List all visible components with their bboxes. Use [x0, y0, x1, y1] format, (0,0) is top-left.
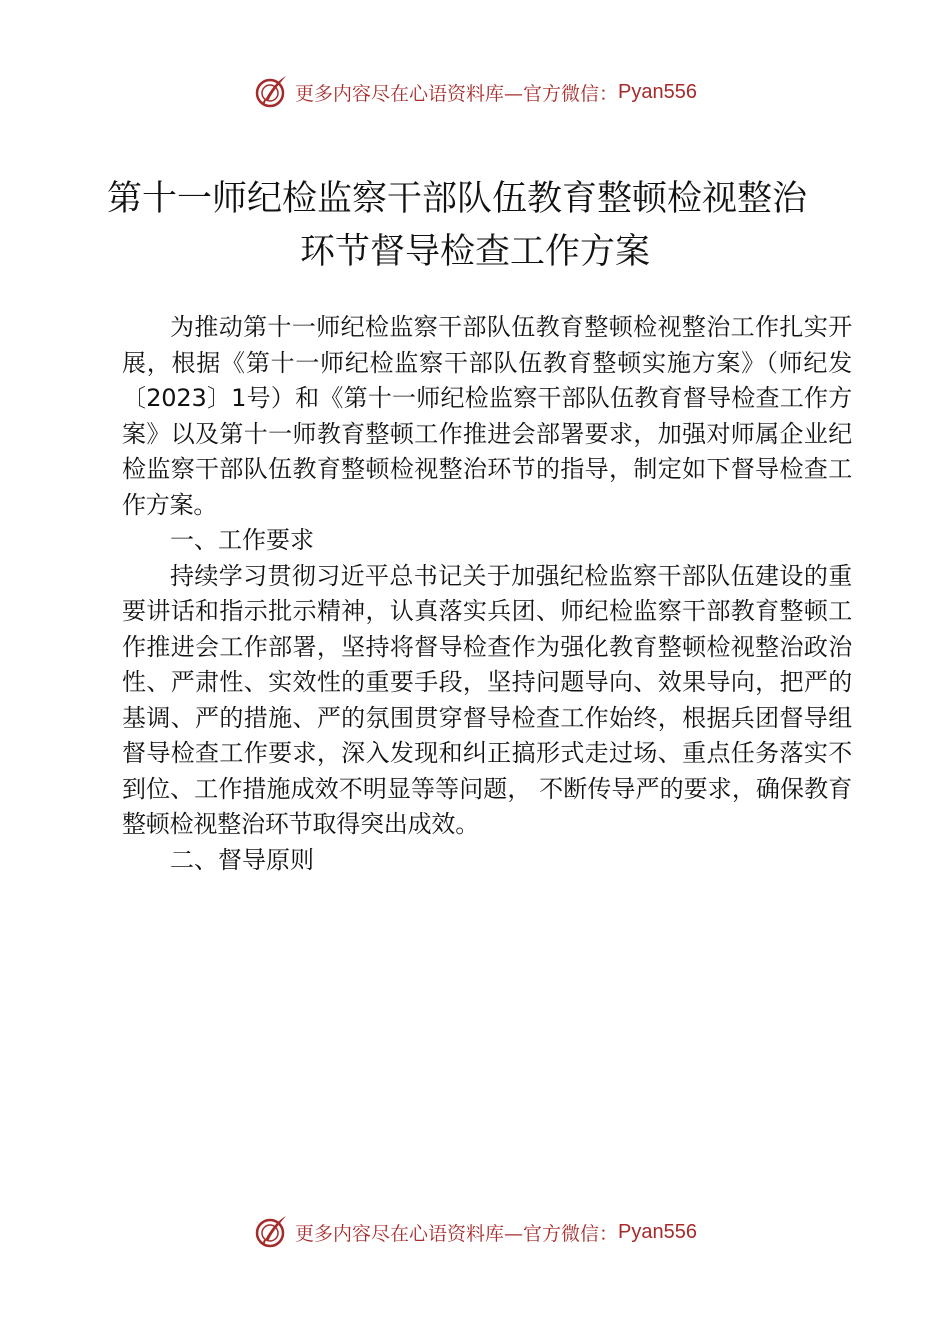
- section-1-paragraph: 持续学习贯彻习近平总书记关于加强纪检监察干部队伍建设的重要讲话和指示批示精神，认真落实兵团、师纪检监察干部教育整顿工作推进会工作部署，坚持将督导检查作为强化教育整顿检视整治政治性、严肃性、实效性的重要手段，坚持问题导向、效果导向，把严的基调、严的措施、严的氛围贯穿督导检查工作始终，根据兵团督导组督导检查工作要求，深入发现和纠正搞形式走过场、重点任务落实不到位、工作措施成效不明显等等问题， 不断传导严的要求，确保教育整顿检视整治环节取得突出成效。: [122, 561, 852, 838]
- banner-text: 更多内容尽在心语资料库—官方微信：: [295, 1222, 619, 1245]
- page-title-line1: 第十一师纪检监察干部队伍教育整顿检视整治: [106, 179, 807, 219]
- banner-text: 更多内容尽在心语资料库—官方微信：: [295, 82, 619, 105]
- quill-circle-logo-icon: [253, 1214, 289, 1250]
- page-title-line2: 环节督导检查工作方案: [299, 232, 650, 272]
- document-body: [122, 310, 852, 878]
- banner-wechat-id: Pyan556: [618, 80, 697, 103]
- section-heading-2: 二、督导原则: [170, 845, 314, 874]
- intro-paragraph: 为推动第十一师纪检监察干部队伍教育整顿检视整治工作扎实开展，根据《第十一师纪检监察干部队伍教育整顿实施方案》（师纪发〔2023〕1号）和《第十一师纪检监察干部队伍教育督导检查工作方案》以及第十一师教育整顿工作推进会部署要求，加强对师属企业纪检监察干部队伍教育整顿检视整治环节的指导，制定如下督导检查工作方案。: [122, 313, 852, 519]
- quill-circle-logo-icon: [253, 74, 289, 110]
- header-banner: [0, 72, 950, 112]
- section-heading-1: 一、工作要求: [170, 526, 314, 554]
- footer-banner: [0, 1212, 950, 1252]
- banner-wechat-id: Pyan556: [618, 1220, 697, 1243]
